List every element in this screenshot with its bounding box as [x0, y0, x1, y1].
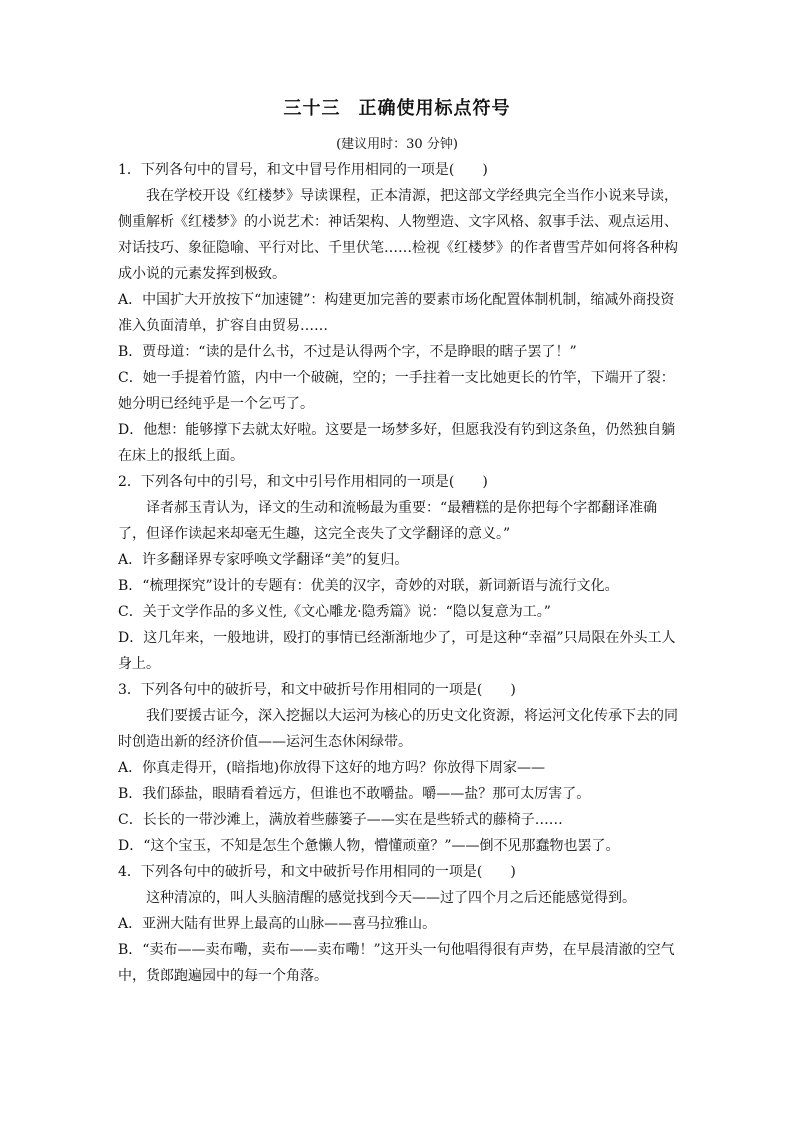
question-1-option-d: D．他想：能够撑下去就太好啦。这要是一场梦多好，但愿我没有钓到这条鱼，仍然独自躺在床上的报纸上面。 [118, 422, 676, 464]
question-2-option-a: A．许多翻译界专家呼唤文学翻译“美”的复归。 [118, 552, 409, 568]
question-list [118, 157, 684, 989]
question-1-passage: 我在学校开设《红楼梦》导读课程，正本清源，把这部文学经典完全当作小说来导读，侧重解析《红楼梦》的小说艺术：神话架构、人物塑造、文字风格、叙事手法、观点运用、对话技巧、象征隐喻、平行对比、千里伏笔……检视《红楼梦》的作者曹雪芹如何将各种构成小说的元素发挥到极致。 [118, 188, 678, 282]
question-2-stem: 2．下列各句中的引号，和文中引号作用相同的一项是( ) [118, 474, 488, 490]
title-text: 正确使用标点符号 [358, 98, 511, 119]
question-1-option-c: C．她一手提着竹篮，内中一个破碗，空的；一手拄着一支比她更长的竹竿，下端开了裂：她分明已经纯乎是一个乞丐了。 [118, 370, 675, 412]
question-3-passage: 我们要援古证今，深入挖掘以大运河为核心的历史文化资源，将运河文化传承下去的同时创造出新的经济价值——运河生态休闲绿带。 [118, 708, 678, 750]
question-4-option-a: A．亚洲大陆有世界上最高的山脉——喜马拉雅山。 [118, 916, 437, 932]
question-3-stem: 3．下列各句中的破折号，和文中破折号作用相同的一项是( ) [118, 682, 516, 698]
question-1-stem: 1．下列各句中的冒号，和文中冒号作用相同的一项是( ) [118, 162, 488, 178]
question-3-option-d: D．“这个宝玉，不知是怎生个惫懒人物，懵懂顽童？”——倒不见那蠢物也罢了。 [118, 838, 620, 854]
question-2-option-c: C．关于文学作品的多义性,《文心雕龙·隐秀篇》说：“隐以复意为工。” [118, 604, 551, 620]
question-2-passage: 译者郝玉青认为，译文的生动和流畅最为重要：“最糟糕的是你把每个字都翻译准确了，但译作读起来却毫无生趣，这完全丧失了文学翻译的意义。” [118, 500, 658, 542]
question-2-option-d: D．这几年来，一般地讲，殴打的事情已经渐渐地少了，可是这种“幸福”只局限在外头工人身上。 [118, 630, 676, 672]
question-3-option-b: B．我们舔盐，眼睛看着远方，但谁也不敢嚼盐。嚼——盐？那可太厉害了。 [118, 786, 591, 802]
question-3-option-a: A．你真走得开，(暗指地)你放得下这好的地方吗？你放得下周家—— [118, 760, 546, 776]
suggested-time: (建议用时：30 分钟) [336, 137, 458, 152]
question-4-stem: 4．下列各句中的破折号，和文中破折号作用相同的一项是( ) [118, 864, 516, 880]
page-title [0, 94, 794, 120]
title-number: 三十三 [283, 98, 341, 119]
question-3-option-c: C．长长的一带沙滩上，满放着些藤篓子——实在是些轿式的藤椅子…… [118, 812, 563, 828]
question-2-option-b: B．“梳理探究”设计的专题有：优美的汉字，奇妙的对联，新词新语与流行文化。 [118, 578, 619, 594]
question-4-passage: 这种清凉的，叫人头脑清醒的感觉找到今天——过了四个月之后还能感觉得到。 [146, 890, 636, 906]
question-1-option-b: B．贾母道：“读的是什么书，不过是认得两个字，不是睁眼的瞎子罢了！” [118, 344, 577, 360]
question-1-option-a: A．中国扩大开放按下“加速键”：构建更加完善的要素市场化配置体制机制，缩减外商投资准入负面清单，扩容自由贸易…… [118, 292, 675, 334]
question-4-option-b: B．“卖布——卖布嘞，卖布——卖布嘞！”这开头一句他唱得很有声势，在早晨清澈的空气中，货郎跑遍园中的每一个角落。 [118, 942, 675, 984]
